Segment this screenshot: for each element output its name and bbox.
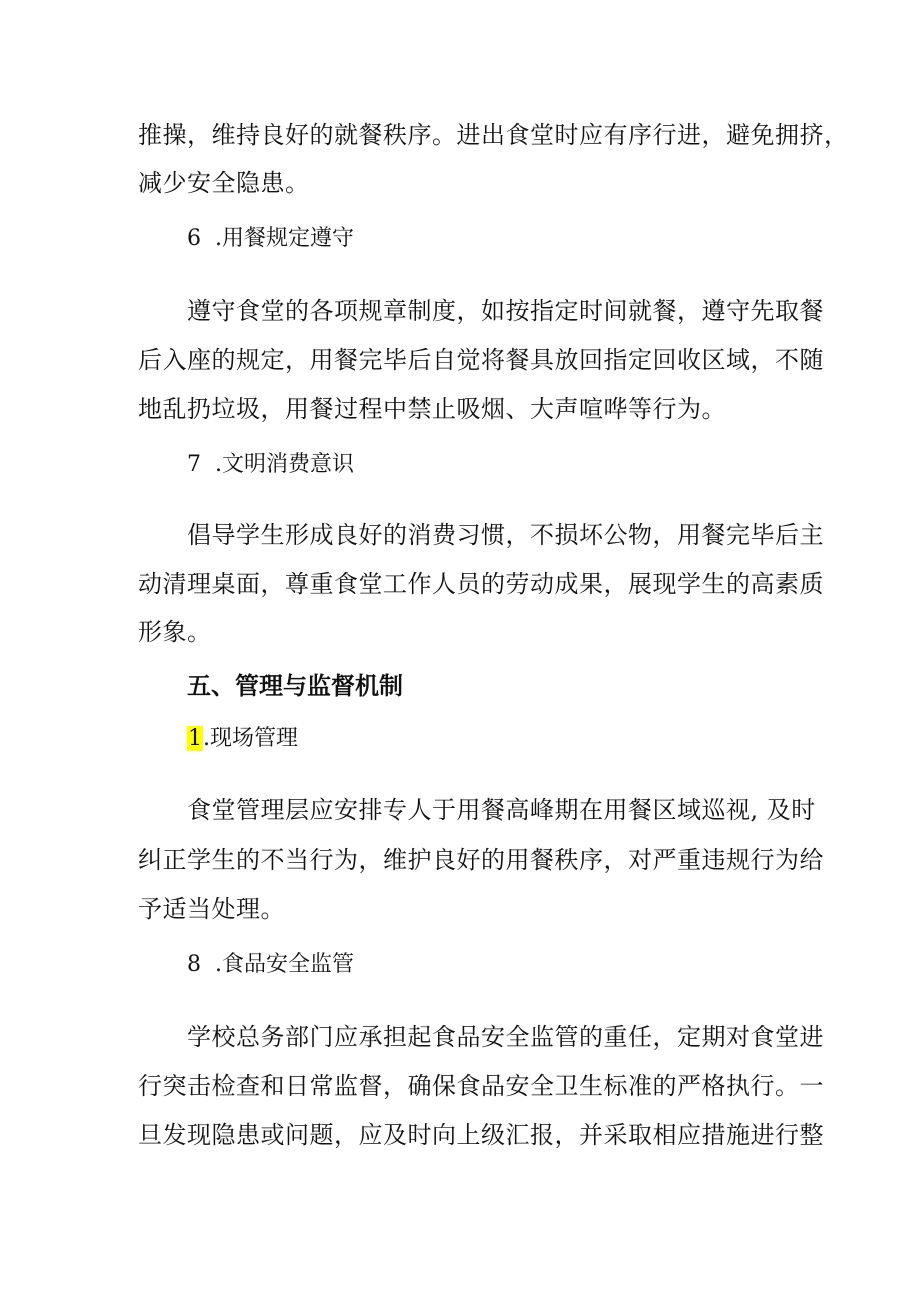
paragraph-line: 推操，维持良好的就餐秩序。进出食堂时应有序行进，避免拥挤， [138, 121, 849, 149]
paragraph-line: 地乱扔垃圾，用餐过程中禁止吸烟、大声喧哗等行为。 [138, 395, 726, 423]
subsection-label: .用餐规定遵守 [215, 226, 354, 251]
paragraph-line: 学校总务部门应承担起食品安全监管的重任，定期对食堂进 [187, 1023, 824, 1051]
paragraph-line: 减少安全隐患。 [138, 169, 310, 197]
subsection-label: .食品安全监管 [215, 952, 354, 977]
paragraph-line: 后入座的规定，用餐完毕后自觉将餐具放回指定回收区域，不随 [138, 346, 824, 374]
paragraph-line: 予适当处理。 [138, 895, 285, 923]
highlighted-number: 1 [188, 726, 202, 751]
subsection-number: 7 [187, 452, 201, 477]
subsection-title-7 [187, 450, 354, 480]
subsection-title-8 [187, 950, 354, 980]
paragraph-line: 动清理桌面，尊重食堂工作人员的劳动成果，展现学生的高素质 [138, 570, 824, 598]
paragraph-line: 倡导学生形成良好的消费习惯，不损坏公物，用餐完毕后主 [187, 521, 824, 549]
section-heading: 五、管理与监督机制 [187, 672, 403, 700]
subsection-title-6 [187, 224, 354, 254]
subsection-number: 6 [187, 226, 201, 251]
subsection-title-1 [187, 724, 298, 754]
paragraph-line: 食堂管理层应安排专人于用餐高峰期在用餐区域巡视, 及时 [187, 796, 816, 824]
paragraph-line: 旦发现隐患或问题，应及时向上级汇报，并采取相应措施进行整 [138, 1121, 824, 1149]
paragraph-line: 形象。 [138, 618, 212, 646]
subsection-label: .文明消费意识 [215, 452, 354, 477]
paragraph-line: 行突击检查和日常监督，确保食品安全卫生标准的严格执行。一 [138, 1072, 824, 1100]
paragraph-line: 遵守食堂的各项规章制度，如按指定时间就餐，遵守先取餐 [187, 297, 824, 325]
paragraph-line: 纠正学生的不当行为，维护良好的用餐秩序，对严重违规行为给 [138, 846, 824, 874]
subsection-number: 8 [187, 952, 201, 977]
subsection-label: .现场管理 [203, 726, 298, 751]
